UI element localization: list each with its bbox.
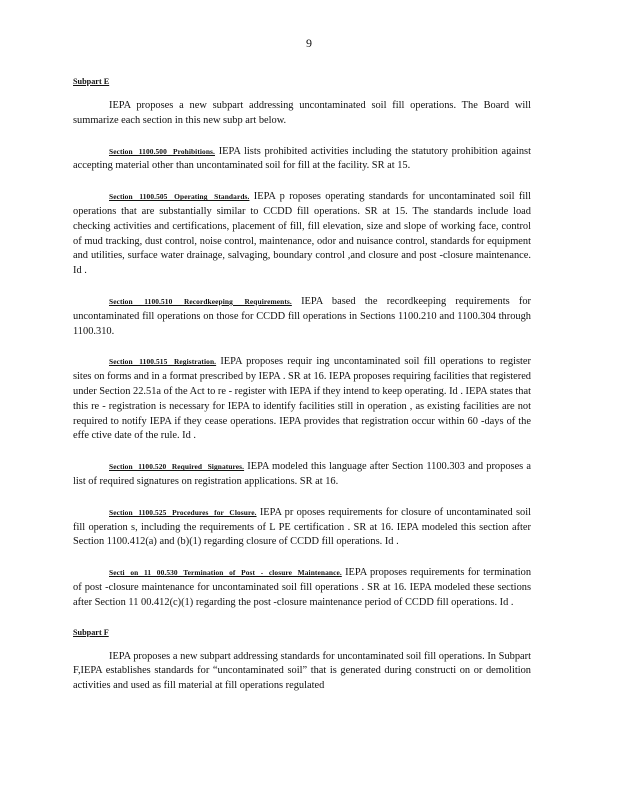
section-title: Section 1100.510 Recordkeeping Requirements.: [109, 296, 292, 306]
section-1100-510: [73, 295, 531, 339]
section-title: Section 1100.515 Registration.: [109, 357, 217, 367]
section-1100-525: [73, 506, 531, 550]
section-1100-530: [73, 566, 531, 610]
section-title: Section 1100.505 Operating Standards.: [109, 192, 250, 202]
section-1100-515: [73, 355, 531, 444]
section-text: IEPA pr oposes requirements for closure of uncontaminated soil fill operation s, including the requirements of L PE certification . SR at 16. IEPA modeled this section after Section 1100.412(a) and (b)(1) regarding closure of CCDD fill operations. Id .: [73, 506, 531, 548]
section-text: IEPA based the recordkeeping requirements for uncontaminated fill operations on those for CCDD fill operations in Sections 1100.210 and 1100.304 through 1100.310.: [73, 295, 531, 337]
section-1100-505: [73, 190, 531, 279]
subpart-e-heading: Subpart E: [73, 77, 110, 86]
section-title: Section 1100.520 Required Signatures.: [109, 462, 245, 472]
subpart-e-intro: IEPA proposes a new subpart addressing uncontaminated soil fill operations. The Board will summarize each section in this new subp art below.: [73, 100, 531, 126]
section-text: IEPA proposes requirements for termination of post -closure maintenance for uncontaminated soil fill operations . SR at 16. IEPA modeled these sections after Section 11 00.412(c)(1) regarding the post -closure maintenance period of CCDD fill operations. Id .: [73, 567, 532, 608]
page-number: 9: [306, 36, 312, 50]
section-text: IEPA lists prohibited activities including the statutory prohibition against accepting material other than uncontaminated soil for fill at the facility. SR at 15.: [73, 145, 531, 172]
document-body: [73, 76, 531, 710]
section-title: Section 1100.525 Procedures for Closure.: [109, 507, 257, 517]
subpart-f-intro: IEPA proposes a new subpart addressing standards for uncontaminated soil fill operations. In Subpart F,IEPA establishes standards for “uncontaminated soil” that is generated during constructi on or demolition activities and used as fill material at fill operations regulated: [73, 650, 531, 692]
section-title: Secti on 11 00.530 Termination of Post - closure Maintenance.: [109, 568, 342, 578]
section-text: IEPA modeled this language after Section 1100.303 and proposes a list of required signatures on registration applications. SR at 16.: [73, 461, 532, 487]
subpart-f-heading: Subpart F: [73, 627, 109, 637]
section-text: IEPA proposes requir ing uncontaminated soil fill operations to register sites on forms and in a format prescribed by IEPA . SR at 16. IEPA proposes requiring facilities that registered under Section 22.51a of the Act to re - register with IEPA if they intend to keep operating. Id . IEPA states that this re - registration is necessary for IEPA to identify facilities still in operation , as existing facilities are not required to notify IEPA if they cease operations. IEPA provides that registration occur within 60 -days of the effe ctive date of the rule. Id .: [73, 356, 531, 442]
section-1100-520: [73, 460, 531, 490]
section-title: Section 1100.500 Prohibitions.: [109, 146, 215, 156]
section-1100-500: [73, 145, 531, 175]
section-text: IEPA p roposes operating standards for uncontaminated soil fill operations that are substantially similar to CCDD fill operations. SR at 15. The standards include load checking activities and certifications, placement of fill, fill elevation, size and slope of working face, control of mud tracking, dust control, noise control, maintenance, odor and nuisance control, standards for equipment and utilities, surface water drainage, salvaging, boundary control ,and closure and post -closure maintenance. Id .: [73, 191, 531, 277]
